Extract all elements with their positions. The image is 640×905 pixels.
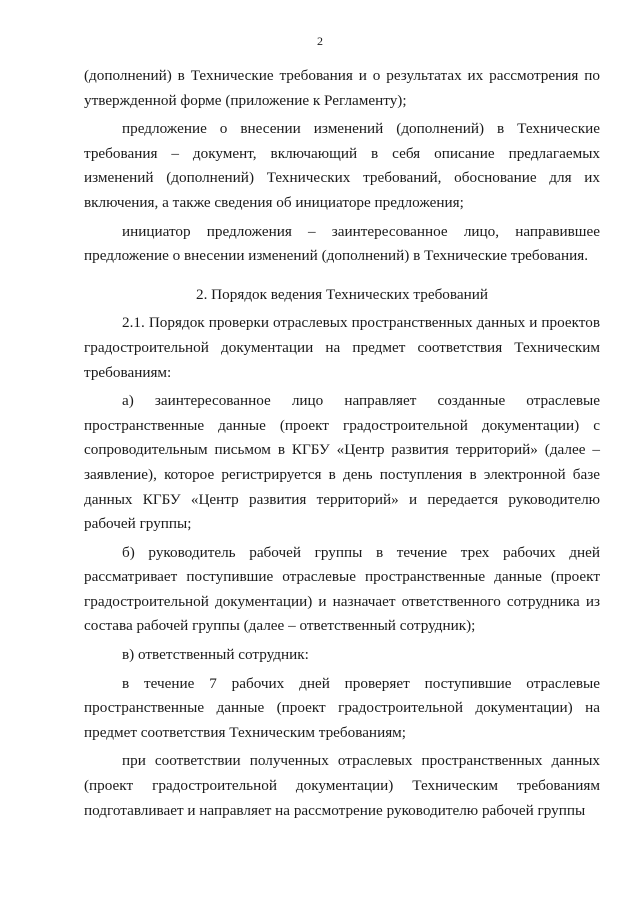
paragraph-item-a: а) заинтересованное лицо направляет созданные отраслевые пространственные данные (проект градостроительной документации) с сопроводительным письмом в КГБУ «Центр развития территорий» (далее – заявление), которое регистрируется в день поступления в электронной базе данных КГБУ «Центр развития территорий» и передается руководителю рабочей группы; xyxy=(84,392,600,533)
page-number: 2 xyxy=(317,34,323,48)
section-heading: 2. Порядок ведения Технических требований xyxy=(195,285,488,303)
paragraph-on-compliance: при соответствии полученных отраслевых пространственных данных (проект градостроительной документации) Техническим требованиям подготавливает и направляет на рассмотрение руководителю рабочей группы xyxy=(84,752,600,819)
paragraph-definition-proposal: предложение о внесении изменений (дополнений) в Технические требования – документ, включающий в себя описание предлагаемых изменений (дополнений) Технических требований, обоснование для их включения, а также сведения об инициаторе предложения; xyxy=(84,120,600,211)
document-body xyxy=(84,64,600,823)
paragraph-item-v: в) ответственный сотрудник: xyxy=(122,646,309,664)
paragraph-item-b: б) руководитель рабочей группы в течение трех рабочих дней рассматривает поступившие отраслевые пространственные данные (проект градостроительной документации) и назначает ответственного сотрудника из состава рабочей группы (далее – ответственный сотрудник); xyxy=(84,543,600,635)
paragraph-continuation: (дополнений) в Технические требования и о результатах их рассмотрения по утвержденной форме (приложение к Регламенту); xyxy=(84,67,600,109)
paragraph-check-7-days: в течение 7 рабочих дней проверяет поступившие отраслевые пространственные данные (проект градостроительной документации) на предмет соответствия Техническим требованиям; xyxy=(84,674,600,741)
paragraph-definition-initiator: инициатор предложения – заинтересованное лицо, направившее предложение о внесении изменений (дополнений) в Технические требования. xyxy=(84,222,600,265)
paragraph-2-1: 2.1. Порядок проверки отраслевых пространственных данных и проектов градостроительной документации на предмет соответствия Техническим требованиям: xyxy=(84,314,600,381)
